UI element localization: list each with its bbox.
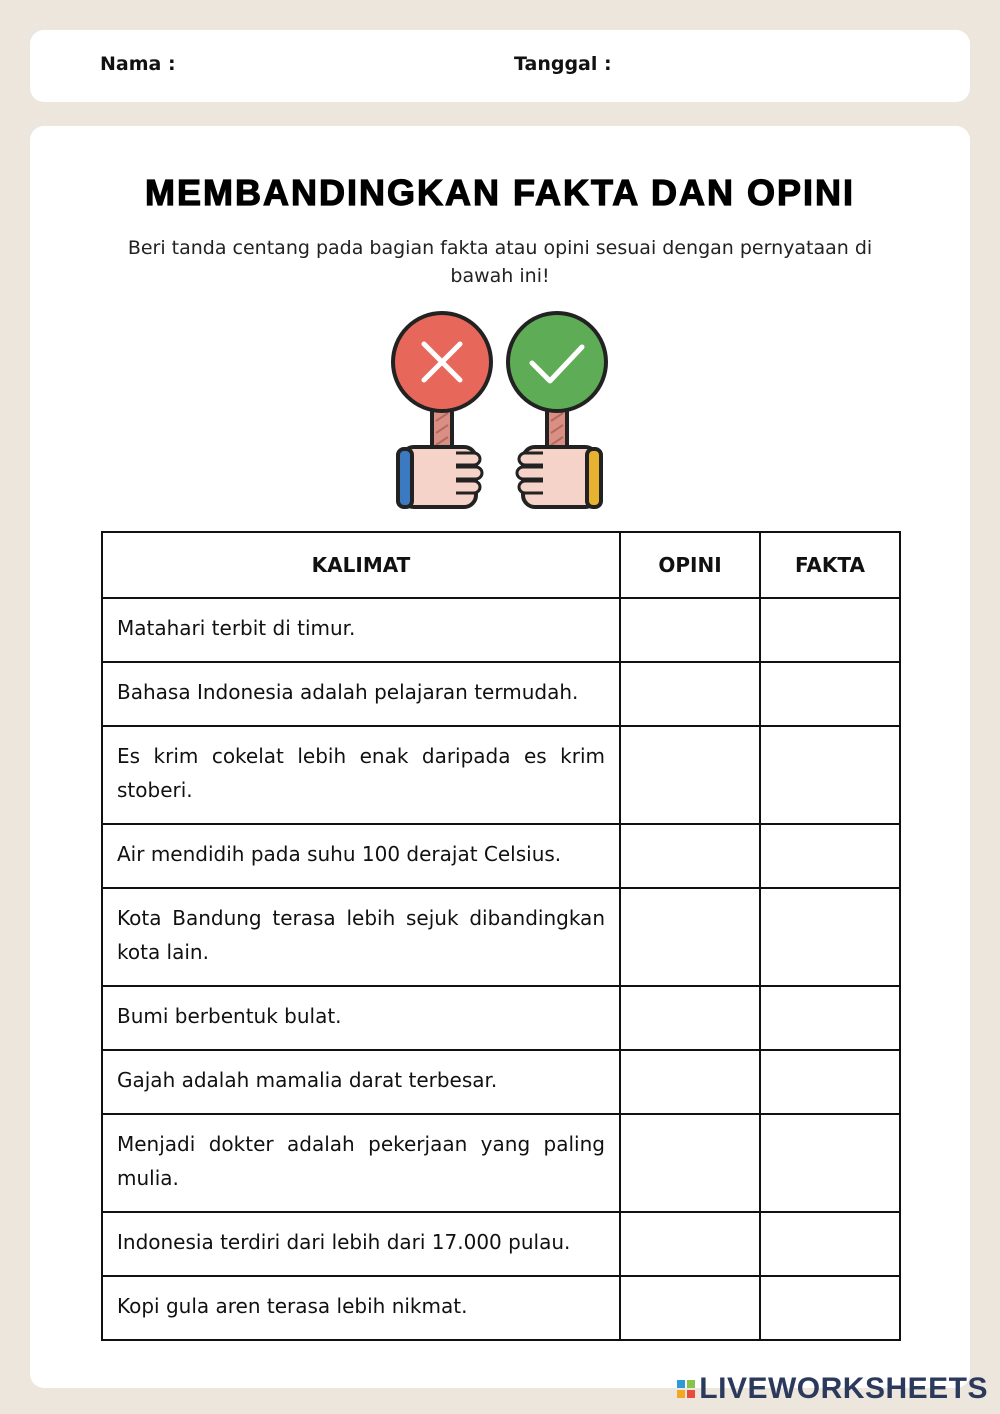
fakta-checkbox-cell[interactable] <box>760 1276 900 1340</box>
name-label: Nama : <box>100 53 176 75</box>
opini-checkbox-cell[interactable] <box>620 1212 760 1276</box>
fakta-checkbox-cell[interactable] <box>760 1212 900 1276</box>
sentence-cell: Menjadi dokter adalah pekerjaan yang paling mulia. <box>102 1114 620 1212</box>
sentence-cell: Es krim cokelat lebih enak daripada es krim stoberi. <box>102 726 620 824</box>
fact-opinion-table <box>101 531 901 1341</box>
sentence-cell: Matahari terbit di timur. <box>102 598 620 662</box>
column-header-fakta: FAKTA <box>760 532 900 598</box>
liveworksheets-logo[interactable] <box>677 1372 988 1406</box>
fakta-checkbox-cell[interactable] <box>760 662 900 726</box>
sentence-cell: Bahasa Indonesia adalah pelajaran termudah. <box>102 662 620 726</box>
table-row <box>102 598 900 662</box>
sentence-cell: Kopi gula aren terasa lebih nikmat. <box>102 1276 620 1340</box>
opini-checkbox-cell[interactable] <box>620 986 760 1050</box>
fakta-checkbox-cell[interactable] <box>760 888 900 986</box>
fakta-checkbox-cell[interactable] <box>760 1114 900 1212</box>
logo-icon <box>677 1380 695 1398</box>
table-row <box>102 824 900 888</box>
fakta-checkbox-cell[interactable] <box>760 726 900 824</box>
opini-checkbox-cell[interactable] <box>620 598 760 662</box>
table-row <box>102 726 900 824</box>
instruction-text: Beri tanda centang pada bagian fakta atau opini sesuai dengan pernyataan di bawah ini! <box>127 237 873 287</box>
opini-checkbox-cell[interactable] <box>620 726 760 824</box>
page-title: MEMBANDINGKAN FAKTA DAN OPINI <box>145 172 855 213</box>
header-card <box>30 30 970 102</box>
sentence-cell: Air mendidih pada suhu 100 derajat Celsius. <box>102 824 620 888</box>
opini-checkbox-cell[interactable] <box>620 824 760 888</box>
column-header-opini: OPINI <box>620 532 760 598</box>
table-row <box>102 662 900 726</box>
sentence-cell: Indonesia terdiri dari lebih dari 17.000 pulau. <box>102 1212 620 1276</box>
fact-sign <box>508 313 606 507</box>
table-row <box>102 888 900 986</box>
opini-checkbox-cell[interactable] <box>620 888 760 986</box>
fakta-checkbox-cell[interactable] <box>760 1050 900 1114</box>
opini-checkbox-cell[interactable] <box>620 1114 760 1212</box>
table-row <box>102 986 900 1050</box>
table-row <box>102 1114 900 1212</box>
opini-checkbox-cell[interactable] <box>620 1276 760 1340</box>
table-row <box>102 1276 900 1340</box>
date-label: Tanggal : <box>514 53 612 75</box>
table-row <box>102 1050 900 1114</box>
fact-opinion-illustration <box>380 305 620 520</box>
fakta-checkbox-cell[interactable] <box>760 598 900 662</box>
opinion-sign <box>393 313 491 507</box>
table-row <box>102 1212 900 1276</box>
sentence-cell: Gajah adalah mamalia darat terbesar. <box>102 1050 620 1114</box>
opini-checkbox-cell[interactable] <box>620 1050 760 1114</box>
fakta-checkbox-cell[interactable] <box>760 986 900 1050</box>
opini-checkbox-cell[interactable] <box>620 662 760 726</box>
sentence-cell: Bumi berbentuk bulat. <box>102 986 620 1050</box>
table-header-row <box>102 532 900 598</box>
fakta-checkbox-cell[interactable] <box>760 824 900 888</box>
sentence-cell: Kota Bandung terasa lebih sejuk dibandingkan kota lain. <box>102 888 620 986</box>
logo-text: LIVEWORKSHEETS <box>699 1372 988 1405</box>
column-header-kalimat: KALIMAT <box>102 532 620 598</box>
